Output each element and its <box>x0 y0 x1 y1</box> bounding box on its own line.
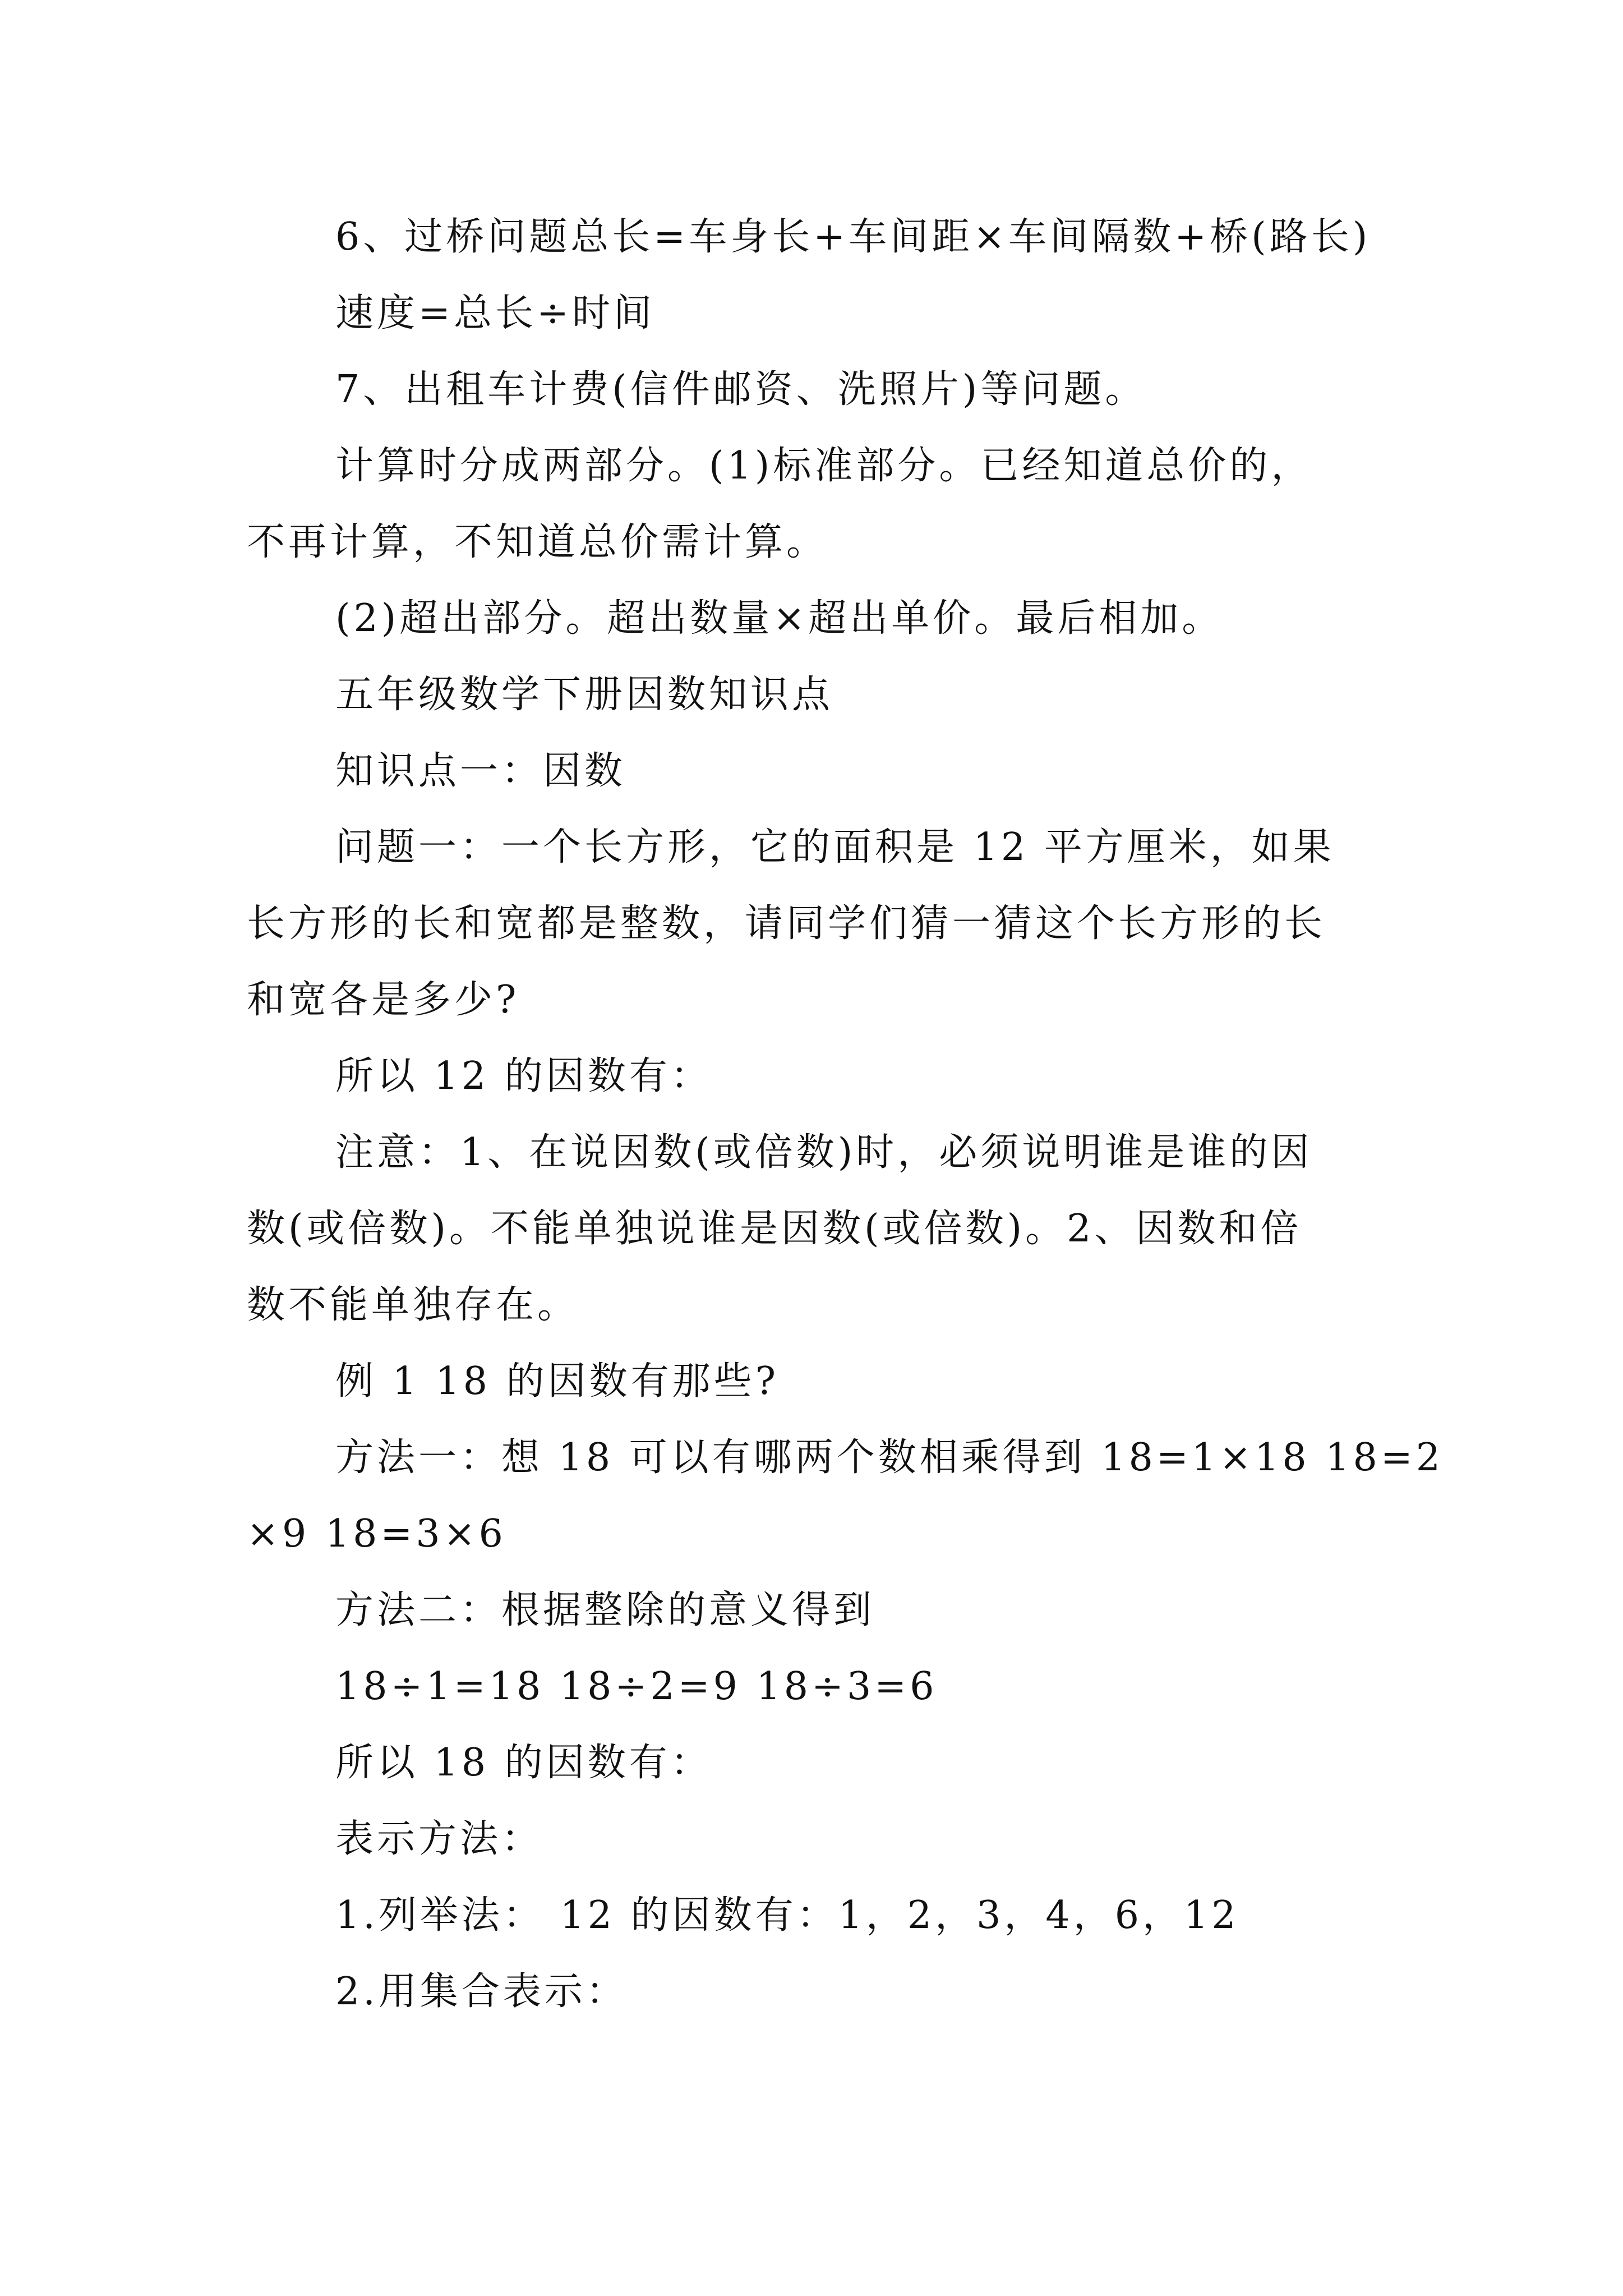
text-line-factors-12: 所以 12 的因数有： <box>335 1054 712 1098</box>
text-line-question1-end: 和宽各是多少? <box>247 978 520 1022</box>
text-line-bridge-formula: 6、过桥问题总长=车身长+车间距×车间隔数+桥(路长) <box>335 215 1371 259</box>
text-line-method1: 方法一：想 18 可以有哪两个数相乘得到 18=1×18 18=2 <box>335 1435 1444 1480</box>
text-line-note: 注意：1、在说因数(或倍数)时，必须说明谁是谁的因 <box>335 1130 1313 1175</box>
text-line-method2: 方法二：根据整除的意义得到 <box>335 1588 875 1632</box>
text-line-taxi-part2: (2)超出部分。超出数量×超出单价。最后相加。 <box>335 596 1224 641</box>
text-line-question1-cont: 长方形的长和宽都是整数，请同学们猜一猜这个长方形的长 <box>247 901 1326 946</box>
text-line-example1: 例 1 18 的因数有那些? <box>335 1359 780 1404</box>
text-line-representation: 表示方法： <box>335 1817 543 1861</box>
text-line-taxi-part1-cont: 不再计算，不知道总价需计算。 <box>247 520 828 564</box>
text-line-method1-cont: ×9 18=3×6 <box>247 1512 506 1556</box>
text-line-note-end: 数不能单独存在。 <box>247 1283 579 1327</box>
text-line-taxi-heading: 7、出租车计费(信件邮资、洗照片)等问题。 <box>335 367 1147 412</box>
text-line-question1: 问题一：一个长方形，它的面积是 12 平方厘米，如果 <box>335 825 1335 869</box>
section-title: 五年级数学下册因数知识点 <box>335 673 834 717</box>
text-line-taxi-part1: 计算时分成两部分。(1)标准部分。已经知道总价的， <box>335 444 1313 488</box>
document-body <box>247 199 1444 2030</box>
text-line-listing-method: 1.列举法： 12 的因数有：1，2，3，4，6，12 <box>335 1893 1239 1938</box>
text-line-speed-formula: 速度=总长÷时间 <box>335 291 655 335</box>
subsection-title: 知识点一：因数 <box>335 749 626 793</box>
text-line-note-cont: 数(或倍数)。不能单独说谁是因数(或倍数)。2、因数和倍 <box>247 1207 1302 1251</box>
text-line-set-method: 2.用集合表示： <box>335 1970 628 2014</box>
text-line-factors-18: 所以 18 的因数有： <box>335 1741 712 1785</box>
text-line-division: 18÷1=18 18÷2=9 18÷3=6 <box>335 1664 938 1709</box>
